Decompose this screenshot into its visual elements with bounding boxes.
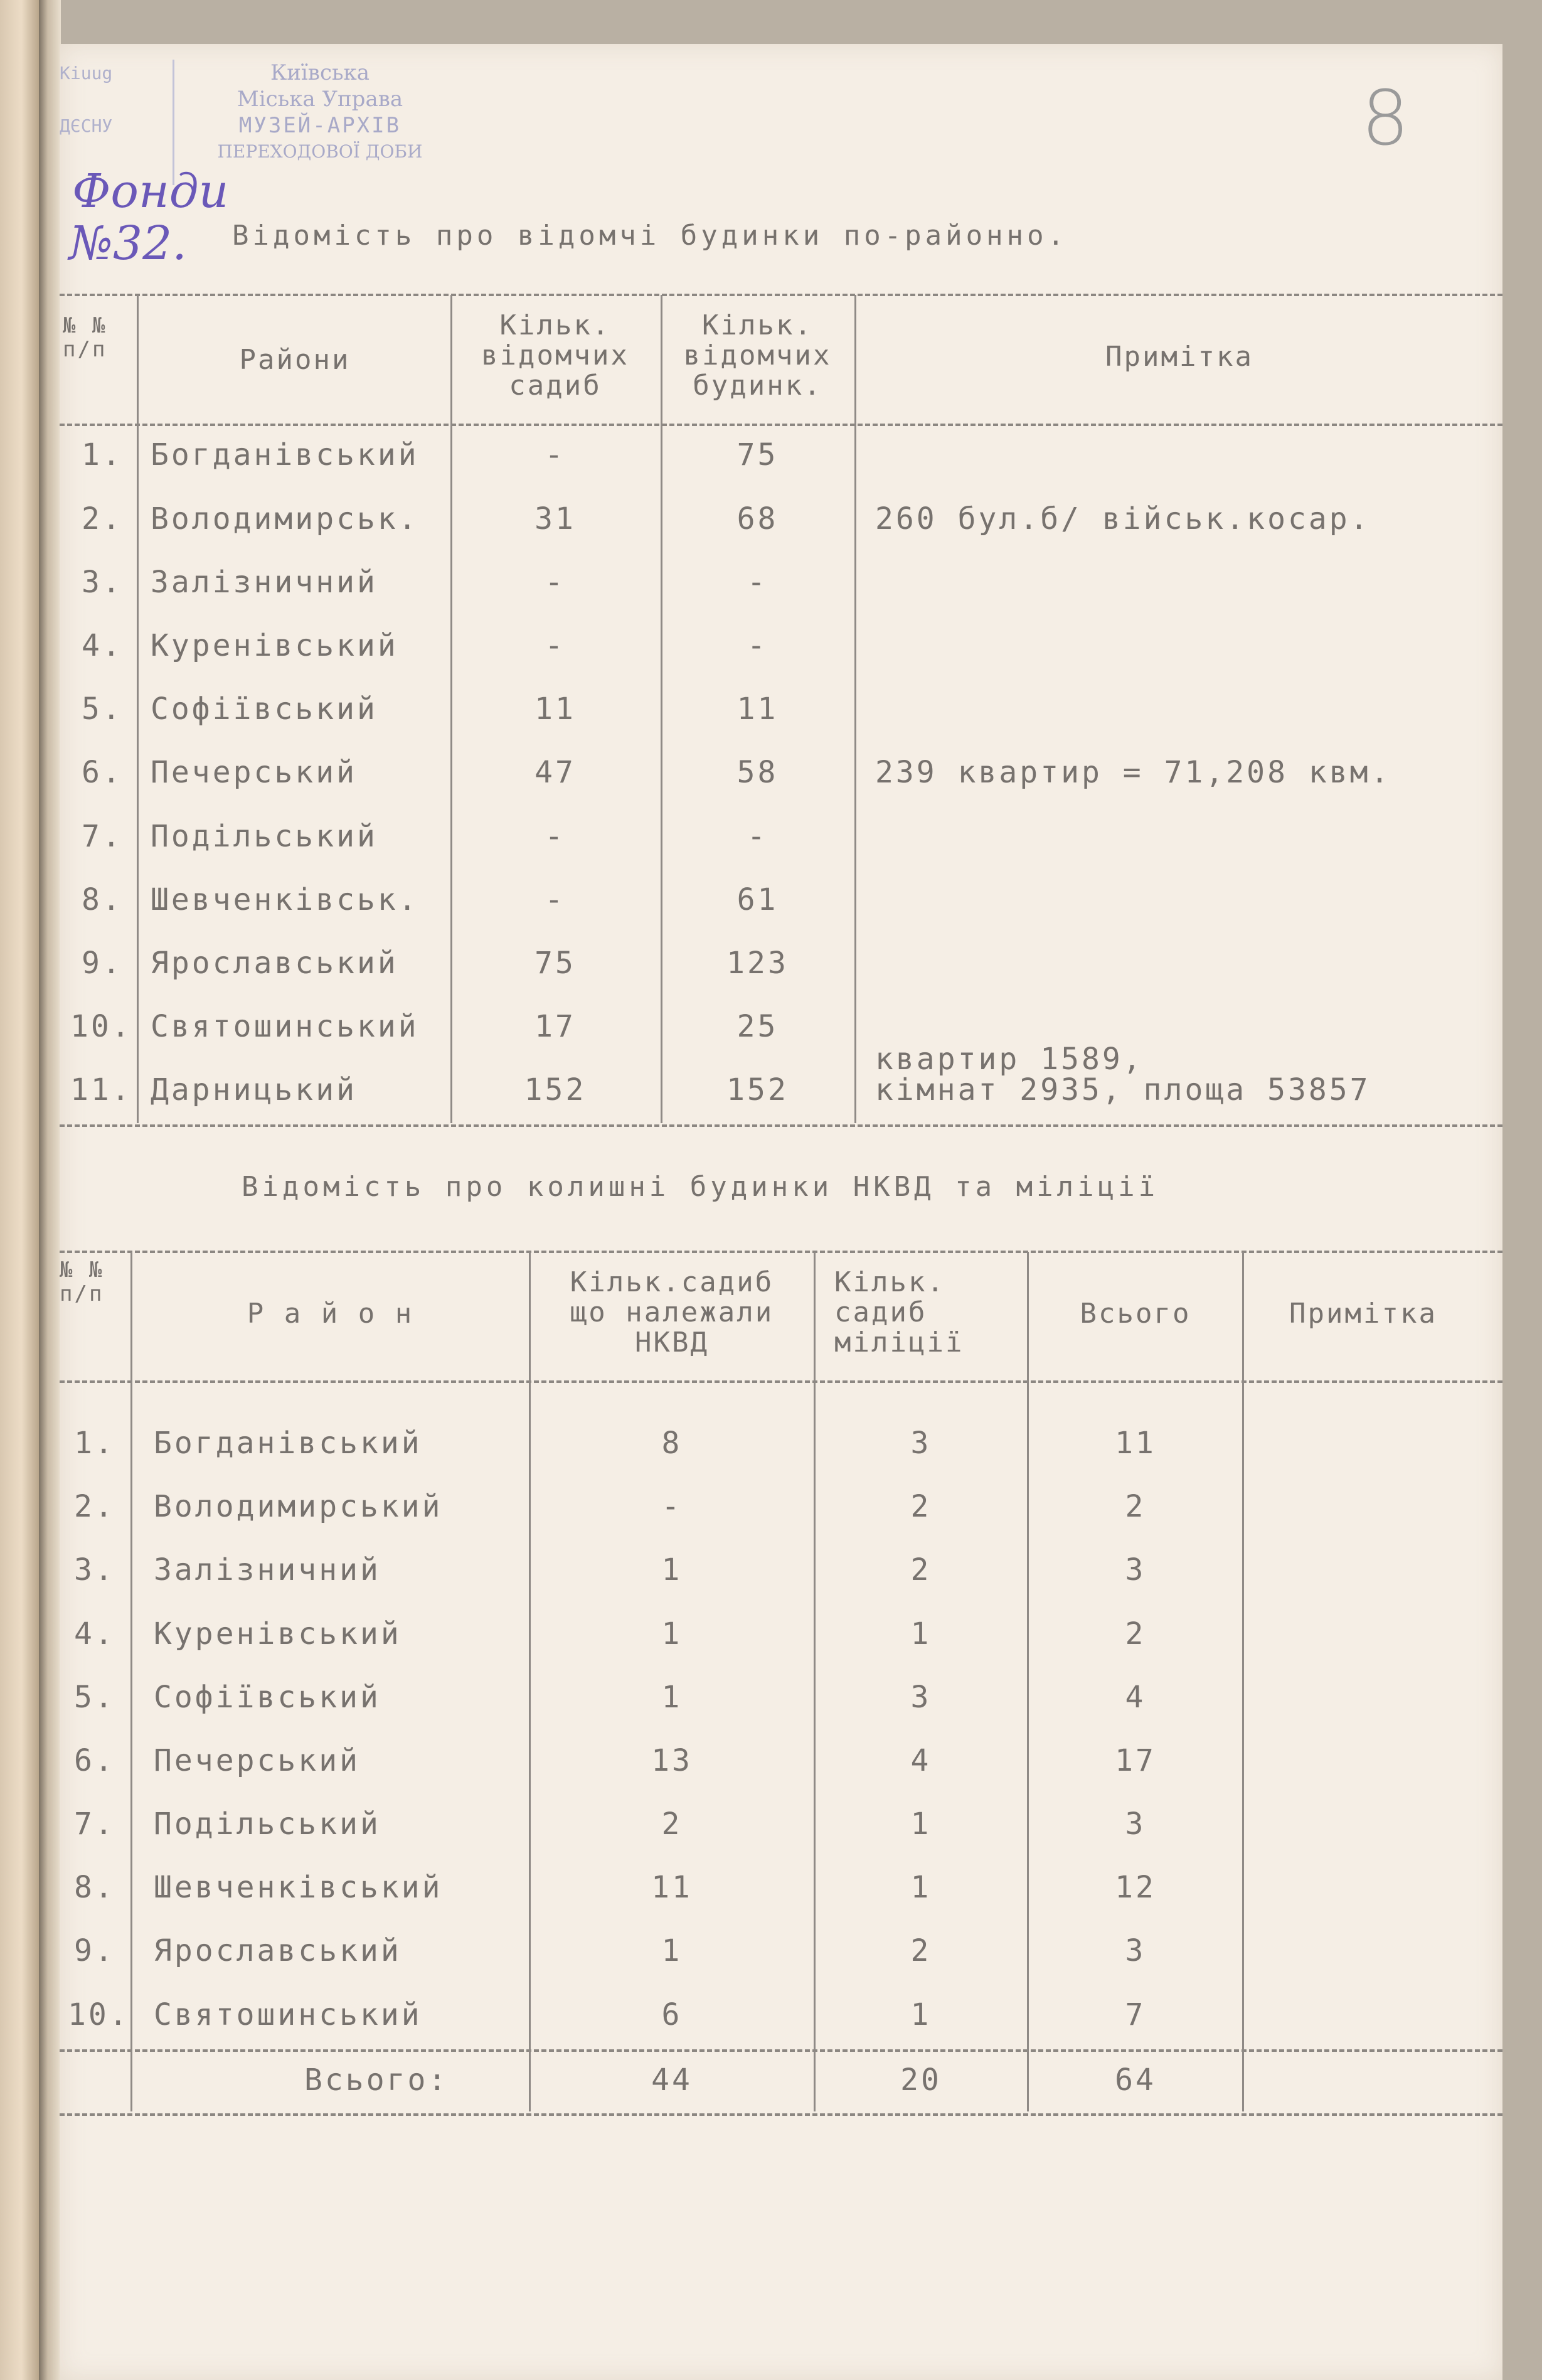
row-total: 17	[1115, 1743, 1156, 1778]
table1-header-district: Райони	[239, 344, 351, 376]
district-name: Залізничний	[151, 565, 378, 600]
nkvd-estates: 1	[661, 1616, 683, 1652]
totals-nkvd: 44	[651, 2062, 693, 2098]
header-line: садиб	[834, 1296, 927, 1328]
row-number: 11.	[70, 1072, 132, 1107]
book-binding	[39, 0, 61, 2380]
militia-estates: 1	[910, 1806, 932, 1842]
row-number: 10.	[70, 1009, 132, 1044]
nkvd-estates: 1	[661, 1680, 683, 1715]
estates-count: -	[545, 628, 566, 663]
table2-bottom-rule	[60, 2113, 1502, 2116]
militia-estates: 2	[910, 1489, 932, 1524]
buildings-count: 152	[726, 1072, 789, 1107]
totals-grand: 64	[1115, 2062, 1156, 2098]
stamp-line: МУЗЕЙ-АРХІВ	[238, 113, 401, 138]
estates-count: 75	[534, 946, 576, 981]
table1-col-divider	[137, 295, 139, 1123]
row-number: 1.	[74, 1426, 115, 1461]
row-number: 8.	[74, 1870, 115, 1905]
district-name: Шевченківський	[154, 1870, 443, 1905]
row-total: 3	[1125, 1933, 1146, 1968]
note-text: кімнат 2935, площа 53857	[875, 1072, 1371, 1107]
table2-top-rule	[60, 1251, 1502, 1253]
note-text: 239 квартир = 71,208 квм.	[875, 755, 1391, 790]
district-name: Дарницький	[151, 1072, 357, 1107]
nkvd-estates: 13	[651, 1743, 693, 1778]
row-number: 3.	[74, 1552, 115, 1588]
nkvd-estates: -	[661, 1489, 683, 1524]
table1-header-estates	[452, 311, 659, 401]
district-name: Печерський	[151, 755, 357, 790]
estates-count: -	[545, 882, 566, 917]
header-line: п/п	[60, 1281, 104, 1306]
estates-count: -	[545, 437, 566, 472]
district-name: Подільський	[154, 1806, 381, 1842]
table1-header-rule	[60, 424, 1502, 426]
estates-count: 47	[534, 755, 576, 790]
row-total: 2	[1125, 1616, 1146, 1652]
header-line: № №	[60, 1257, 104, 1283]
buildings-count: 123	[726, 946, 789, 981]
district-name: Святошинський	[154, 1997, 422, 2032]
handwritten-fondy: Фонди	[72, 164, 229, 218]
nkvd-estates: 2	[661, 1806, 683, 1842]
note-text: квартир 1589,	[875, 1042, 1144, 1077]
row-number: 9.	[82, 946, 123, 981]
table2-col-divider	[1242, 1252, 1244, 2111]
nkvd-estates: 1	[661, 1552, 683, 1588]
header-line: Кільк.	[702, 309, 813, 341]
stamp-left-line: ДЄСНУ	[60, 115, 113, 136]
row-number: 6.	[74, 1743, 115, 1778]
district-name: Софіївський	[151, 691, 378, 727]
estates-count: 152	[524, 1072, 587, 1107]
nkvd-estates: 6	[661, 1997, 683, 2032]
district-name: Святошинський	[151, 1009, 419, 1044]
district-name: Ярославський	[154, 1933, 401, 1968]
buildings-count: 11	[736, 691, 779, 727]
row-number: 4.	[74, 1616, 115, 1652]
row-number: 1.	[82, 437, 123, 472]
note-text: 260 бул.б/ військ.косар.	[875, 501, 1371, 536]
header-line: п/п	[63, 337, 107, 362]
table2-header-num	[60, 1258, 104, 1306]
district-name: Куренівський	[151, 628, 398, 663]
row-number: 5.	[74, 1680, 115, 1715]
row-total: 7	[1125, 1997, 1146, 2032]
row-number: 2.	[82, 501, 123, 536]
header-line: відомчих	[683, 339, 832, 371]
totals-label: Всього:	[304, 2062, 449, 2098]
table2-col-divider	[130, 1252, 132, 2111]
militia-estates: 2	[910, 1552, 932, 1588]
militia-estates: 2	[910, 1933, 932, 1968]
table1-title: Відомість про відомчі будинки по-районно.	[232, 220, 1068, 252]
estates-count: -	[545, 819, 566, 854]
row-number: 7.	[74, 1806, 115, 1842]
row-number: 2.	[74, 1489, 115, 1524]
header-line: Кільк.садиб	[570, 1266, 774, 1298]
district-name: Богданівський	[154, 1426, 422, 1461]
row-total: 2	[1125, 1489, 1146, 1524]
table1-bottom-rule	[60, 1124, 1502, 1127]
row-total: 3	[1125, 1806, 1146, 1842]
district-name: Софіївський	[154, 1680, 381, 1715]
row-total: 4	[1125, 1680, 1146, 1715]
district-name: Володимирський	[154, 1489, 443, 1524]
page-number: 8	[1361, 75, 1410, 163]
militia-estates: 1	[910, 1870, 932, 1905]
estates-count: 11	[534, 691, 576, 727]
militia-estates: 3	[910, 1680, 932, 1715]
row-number: 8.	[82, 882, 123, 917]
row-number: 9.	[74, 1933, 115, 1968]
row-number: 6.	[82, 755, 123, 790]
militia-estates: 4	[910, 1743, 932, 1778]
district-name: Залізничний	[154, 1552, 381, 1588]
header-line: НКВД	[635, 1326, 709, 1358]
estates-count: 31	[534, 501, 576, 536]
buildings-count: -	[747, 565, 768, 600]
district-name: Володимирськ.	[151, 501, 419, 536]
table2-total-rule	[60, 2049, 1502, 2052]
buildings-count: 61	[736, 882, 779, 917]
stamp-line: ПЕРЕХОДОВОЇ ДОБИ	[217, 141, 423, 162]
header-line: що належали	[570, 1296, 774, 1328]
table2-header-district: Р а й о н	[247, 1298, 414, 1330]
district-name: Ярославський	[151, 946, 398, 981]
buildings-count: 58	[736, 755, 779, 790]
nkvd-estates: 8	[661, 1426, 683, 1461]
row-number: 10.	[68, 1997, 130, 2032]
row-number: 7.	[82, 819, 123, 854]
header-line: Кільк.	[834, 1266, 945, 1298]
left-page-edge	[0, 0, 39, 2380]
table1-header-num	[63, 314, 107, 361]
buildings-count: -	[747, 628, 768, 663]
header-line: садиб	[509, 370, 602, 402]
buildings-count: 25	[736, 1009, 779, 1044]
table1-col-divider	[854, 295, 856, 1123]
header-line: відомчих	[481, 339, 629, 371]
table2-header-rule	[60, 1380, 1502, 1383]
militia-estates: 1	[910, 1616, 932, 1652]
militia-estates: 1	[910, 1997, 932, 2032]
table2-header-nkvd	[531, 1267, 813, 1358]
table2-header-militia	[834, 1267, 964, 1358]
stamp-left-line: Kiuug	[60, 63, 113, 83]
table1-header-buildings	[662, 311, 853, 401]
totals-militia: 20	[900, 2062, 942, 2098]
header-line: № №	[63, 313, 107, 338]
header-line: Кільк.	[499, 309, 611, 341]
buildings-count: -	[747, 819, 768, 854]
district-name: Богданівський	[151, 437, 419, 472]
row-total: 3	[1125, 1552, 1146, 1588]
district-name: Куренівський	[154, 1616, 401, 1652]
row-total: 12	[1115, 1870, 1156, 1905]
stamp-line: Київська	[270, 60, 370, 85]
handwritten-number: №32.	[69, 216, 187, 270]
militia-estates: 3	[910, 1426, 932, 1461]
estates-count: 17	[534, 1009, 576, 1044]
row-number: 3.	[82, 565, 123, 600]
table2-title: Відомість про колишні будинки НКВД та міліції	[242, 1171, 1159, 1203]
district-name: Печерський	[154, 1743, 360, 1778]
header-line: міліції	[834, 1326, 964, 1358]
row-total: 11	[1115, 1426, 1156, 1461]
stamp-line: Міська Управа	[237, 87, 403, 112]
row-number: 5.	[82, 691, 123, 727]
estates-count: -	[545, 565, 566, 600]
district-name: Шевченківськ.	[151, 882, 419, 917]
nkvd-estates: 11	[651, 1870, 693, 1905]
table2-header-note: Примітка	[1289, 1298, 1437, 1330]
nkvd-estates: 1	[661, 1933, 683, 1968]
table1-header-note: Примітка	[1105, 341, 1253, 373]
buildings-count: 68	[736, 501, 779, 536]
row-number: 4.	[82, 628, 123, 663]
district-name: Подільський	[151, 819, 378, 854]
header-line: будинк.	[693, 370, 822, 402]
table2-header-total: Всього	[1080, 1298, 1191, 1330]
buildings-count: 75	[736, 437, 779, 472]
table1-top-rule	[60, 294, 1502, 296]
